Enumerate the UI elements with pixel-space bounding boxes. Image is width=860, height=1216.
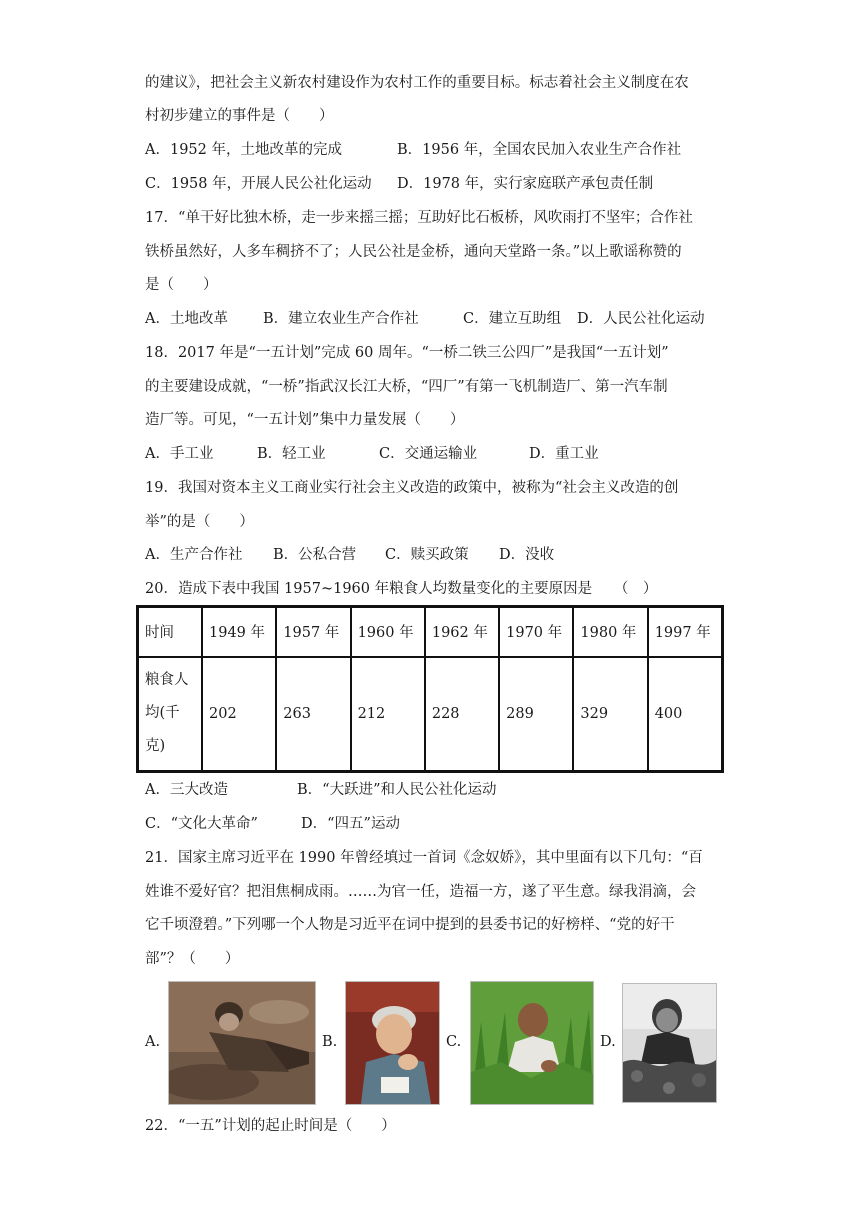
q21-stem-line-1: 21．国家主席习近平在 1990 年曾经填过一首词《念奴娇》，其中里面有以下几句：“百 [145, 850, 703, 866]
q16-option-b[interactable]: B．1956 年，全国农民加入农业生产合作社 [397, 142, 682, 158]
table-header-cell: 1997 年 [648, 607, 723, 657]
q21-stem-line-4: 部”？（ ） [145, 951, 240, 967]
q16-stem-line-2: 村初步建立的事件是（ ） [145, 108, 334, 124]
table-header-cell: 1949 年 [202, 607, 276, 657]
q21-option-a-label[interactable]: A. [145, 1034, 161, 1050]
table-header-cell: 1960 年 [351, 607, 425, 657]
q20-option-a[interactable]: A．三大改造 [145, 782, 228, 798]
q17-option-b[interactable]: B．建立农业生产合作社 [263, 311, 419, 327]
table-row-label: 粮食人均(千克) [138, 657, 203, 772]
table-header-cell: 1980 年 [573, 607, 647, 657]
q18-stem-line-1: 18．2017 年是“一五计划”完成 60 周年。“一桥二铁三公四厂”是我国“一五计划” [145, 345, 669, 361]
q18-stem-line-2: 的主要建设成就，“一桥”指武汉长江大桥，“四厂”有第一飞机制造厂、第一汽车制 [145, 379, 668, 395]
q16-option-a[interactable]: A．1952 年，土地改革的完成 [145, 142, 342, 158]
q18-option-a[interactable]: A．手工业 [145, 446, 214, 462]
q20-stem-line-1: 20．造成下表中我国 1957~1960 年粮食人均数量变化的主要原因是 （ ） [145, 581, 658, 597]
q16-stem-line-1: 的建议》，把社会主义新农村建设作为农村工作的重要目标。标志着社会主义制度在农 [145, 75, 689, 91]
q19-option-d[interactable]: D．没收 [499, 547, 555, 563]
q21-option-c-photo[interactable] [470, 981, 594, 1105]
q17-stem-line-3: 是（ ） [145, 277, 218, 293]
q20-option-c[interactable]: C．“文化大革命” [145, 816, 258, 832]
q16-option-d[interactable]: D．1978 年，实行家庭联产承包责任制 [397, 176, 654, 192]
q21-option-d-label[interactable]: D. [600, 1034, 616, 1050]
table-cell: 400 [648, 657, 723, 772]
q19-option-b[interactable]: B．公私合营 [273, 547, 357, 563]
q18-option-b[interactable]: B．轻工业 [257, 446, 326, 462]
q16-option-c[interactable]: C．1958 年，开展人民公社化运动 [145, 176, 372, 192]
table-header-cell: 1962 年 [425, 607, 499, 657]
q20-option-d[interactable]: D．“四五”运动 [301, 816, 400, 832]
q21-option-b-photo[interactable] [345, 981, 440, 1105]
q17-option-d[interactable]: D．人民公社化运动 [577, 311, 705, 327]
q18-stem-line-3: 造厂等。可见，“一五计划”集中力量发展（ ） [145, 412, 465, 428]
table-cell: 228 [425, 657, 499, 772]
q19-option-c[interactable]: C．赎买政策 [385, 547, 469, 563]
table-header-cell: 1970 年 [499, 607, 573, 657]
q19-stem-line-2: 举”的是（ ） [145, 514, 254, 530]
q21-stem-line-2: 姓谁不爱好官？把泪焦桐成雨。……为官一任，造福一方，遂了平生意。绿我涓滴，会 [145, 884, 696, 900]
q20-option-b[interactable]: B．“大跃进”和人民公社化运动 [297, 782, 497, 798]
table-header-cell: 时间 [138, 607, 203, 657]
q18-option-d[interactable]: D．重工业 [529, 446, 599, 462]
q19-option-a[interactable]: A．生产合作社 [145, 547, 243, 563]
q22-stem-line-1: 22．“一五”计划的起止时间是（ ） [145, 1118, 396, 1134]
q17-stem-line-1: 17．“单干好比独木桥，走一步来摇三摇；互助好比石板桥，风吹雨打不坚牢；合作社 [145, 210, 693, 226]
grain-per-capita-table [136, 605, 724, 773]
table-row [138, 657, 723, 772]
q17-stem-line-2: 铁桥虽然好，人多车稠挤不了；人民公社是金桥，通向天堂路一条。”以上歌谣称赞的 [145, 244, 682, 260]
table-header-cell: 1957 年 [276, 607, 350, 657]
q21-option-c-label[interactable]: C. [446, 1034, 462, 1050]
table-cell: 202 [202, 657, 276, 772]
q21-option-b-label[interactable]: B. [322, 1034, 338, 1050]
table-cell: 212 [351, 657, 425, 772]
q21-option-d-photo[interactable] [622, 983, 717, 1103]
q21-option-a-photo[interactable] [168, 981, 316, 1105]
q17-option-a[interactable]: A．土地改革 [145, 311, 228, 327]
q19-stem-line-1: 19．我国对资本主义工商业实行社会主义改造的政策中，被称为“社会主义改造的创 [145, 480, 679, 496]
table-cell: 329 [573, 657, 647, 772]
table-cell: 263 [276, 657, 350, 772]
table-cell: 289 [499, 657, 573, 772]
q17-option-c[interactable]: C．建立互助组 [463, 311, 562, 327]
q18-option-c[interactable]: C．交通运输业 [379, 446, 478, 462]
q21-stem-line-3: 它千顷澄碧。”下列哪一个人物是习近平在词中提到的县委书记的好榜样、“党的好干 [145, 917, 675, 933]
table-header-row [138, 607, 723, 657]
